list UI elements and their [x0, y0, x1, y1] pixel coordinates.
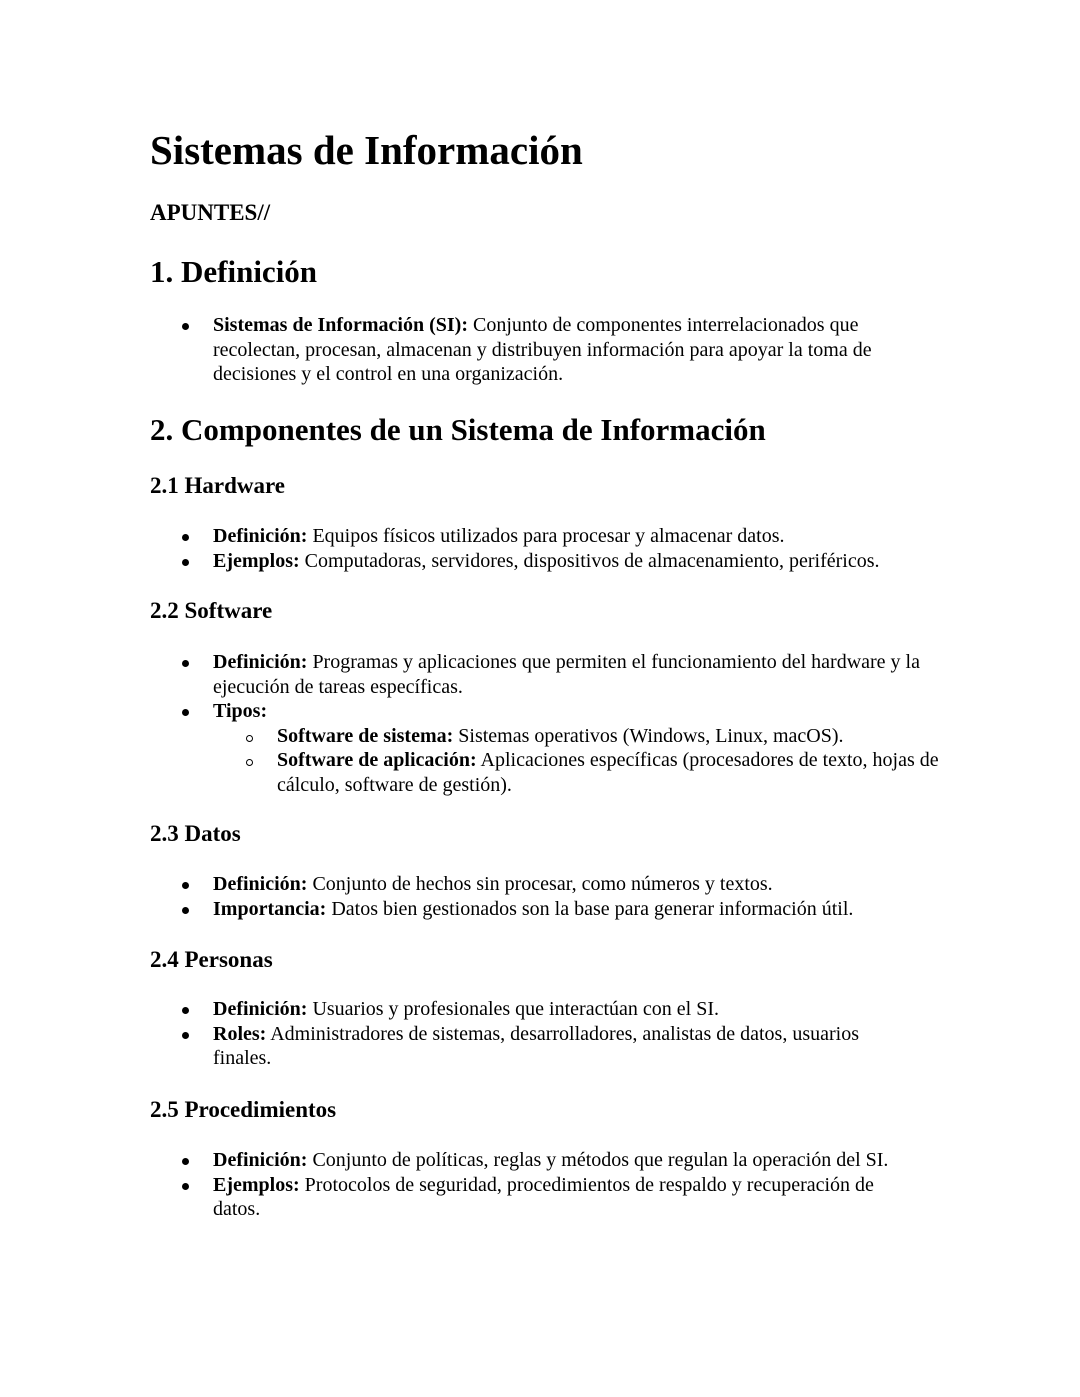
list-item-text: Equipos físicos utilizados para procesar y almacenar datos. — [307, 525, 785, 547]
list-item — [150, 1173, 940, 1222]
document-title: Sistemas de Información — [150, 127, 583, 173]
list-item-term: Definición: — [213, 873, 308, 895]
list-item — [150, 1148, 940, 1173]
list-item-term: Ejemplos: — [213, 549, 300, 572]
list-item-term: Tipos: — [213, 700, 268, 722]
software-list — [150, 650, 940, 797]
bullet-icon — [182, 323, 189, 330]
software-tipos-list — [213, 724, 940, 798]
hollow-bullet-icon — [246, 759, 253, 766]
bullet-icon — [182, 1158, 189, 1165]
list-item-text: Conjunto de hechos sin procesar, como números y textos. — [307, 873, 773, 895]
sub-list-item-term: Software de aplicación: — [277, 749, 477, 771]
list-item-term: Definición: — [213, 1149, 308, 1171]
section-heading-definicion: 1. Definición — [150, 254, 318, 289]
bullet-icon — [182, 1183, 189, 1190]
list-item-term: Sistemas de Información (SI): — [213, 314, 468, 336]
bullet-icon — [182, 1032, 189, 1039]
list-item-term: Ejemplos: — [213, 1173, 300, 1196]
list-item — [150, 1022, 940, 1071]
sub-list-item-text: Sistemas operativos (Windows, Linux, macOS). — [453, 724, 844, 747]
subsection-heading-procedimientos: 2.5 Procedimientos — [150, 1097, 337, 1122]
section-heading-componentes: 2. Componentes de un Sistema de Información — [150, 412, 766, 447]
datos-list — [150, 872, 940, 921]
list-item-term: Definición: — [213, 998, 308, 1020]
subsection-heading-datos: 2.3 Datos — [150, 821, 241, 846]
bullet-icon — [182, 559, 189, 566]
bullet-icon — [182, 660, 189, 667]
list-item-term: Importancia: — [213, 897, 327, 920]
bullet-icon — [182, 1007, 189, 1014]
list-item-text: Programas y aplicaciones que permiten el funcionamiento del hardware y la ejecución de tareas específicas. — [213, 651, 920, 698]
list-item-text: Administradores de sistemas, desarrolladores, analistas de datos, usuarios finales. — [213, 1022, 859, 1069]
list-item — [150, 313, 940, 387]
list-item — [150, 699, 940, 797]
bullet-icon — [182, 534, 189, 541]
subsection-heading-personas: 2.4 Personas — [150, 947, 273, 972]
hollow-bullet-icon — [246, 735, 253, 742]
subsection-heading-hardware: 2.1 Hardware — [150, 473, 286, 498]
list-item-term: Definición: — [213, 525, 308, 547]
list-item-text: Conjunto de políticas, reglas y métodos que regulan la operación del SI. — [307, 1149, 889, 1171]
sub-list-item-text: Aplicaciones específicas (procesadores de texto, hojas de cálculo, software de gestión). — [277, 749, 939, 796]
bullet-icon — [182, 882, 189, 889]
sub-list-item — [213, 748, 940, 797]
list-item — [150, 524, 940, 549]
list-item — [150, 549, 940, 574]
list-item — [150, 650, 940, 699]
list-item — [150, 872, 940, 897]
procedimientos-list — [150, 1148, 940, 1222]
list-item-term: Roles: — [213, 1022, 267, 1045]
bullet-icon — [182, 709, 189, 716]
list-item-text: Usuarios y profesionales que interactúan con el SI. — [307, 998, 719, 1020]
list-item-text: Datos bien gestionados son la base para generar información útil. — [326, 897, 854, 920]
list-item — [150, 897, 940, 922]
list-item — [150, 997, 940, 1022]
bullet-icon — [182, 907, 189, 914]
sub-list-item-term: Software de sistema: — [277, 724, 454, 747]
personas-list — [150, 997, 940, 1071]
subsection-heading-software: 2.2 Software — [150, 598, 273, 623]
list-item-text: Conjunto de componentes interrelacionados que recolectan, procesan, almacenan y distribuyen información para apoyar la toma de decisiones y el control en una organización. — [213, 314, 872, 385]
definicion-list — [150, 313, 940, 387]
list-item-text: Protocolos de seguridad, procedimientos de respaldo y recuperación de datos. — [213, 1173, 874, 1220]
list-item-text: Computadoras, servidores, dispositivos de almacenamiento, periféricos. — [299, 549, 880, 572]
hardware-list — [150, 524, 940, 573]
document-subtitle: APUNTES// — [150, 200, 271, 225]
list-item-term: Definición: — [213, 651, 308, 673]
sub-list-item — [213, 724, 940, 749]
